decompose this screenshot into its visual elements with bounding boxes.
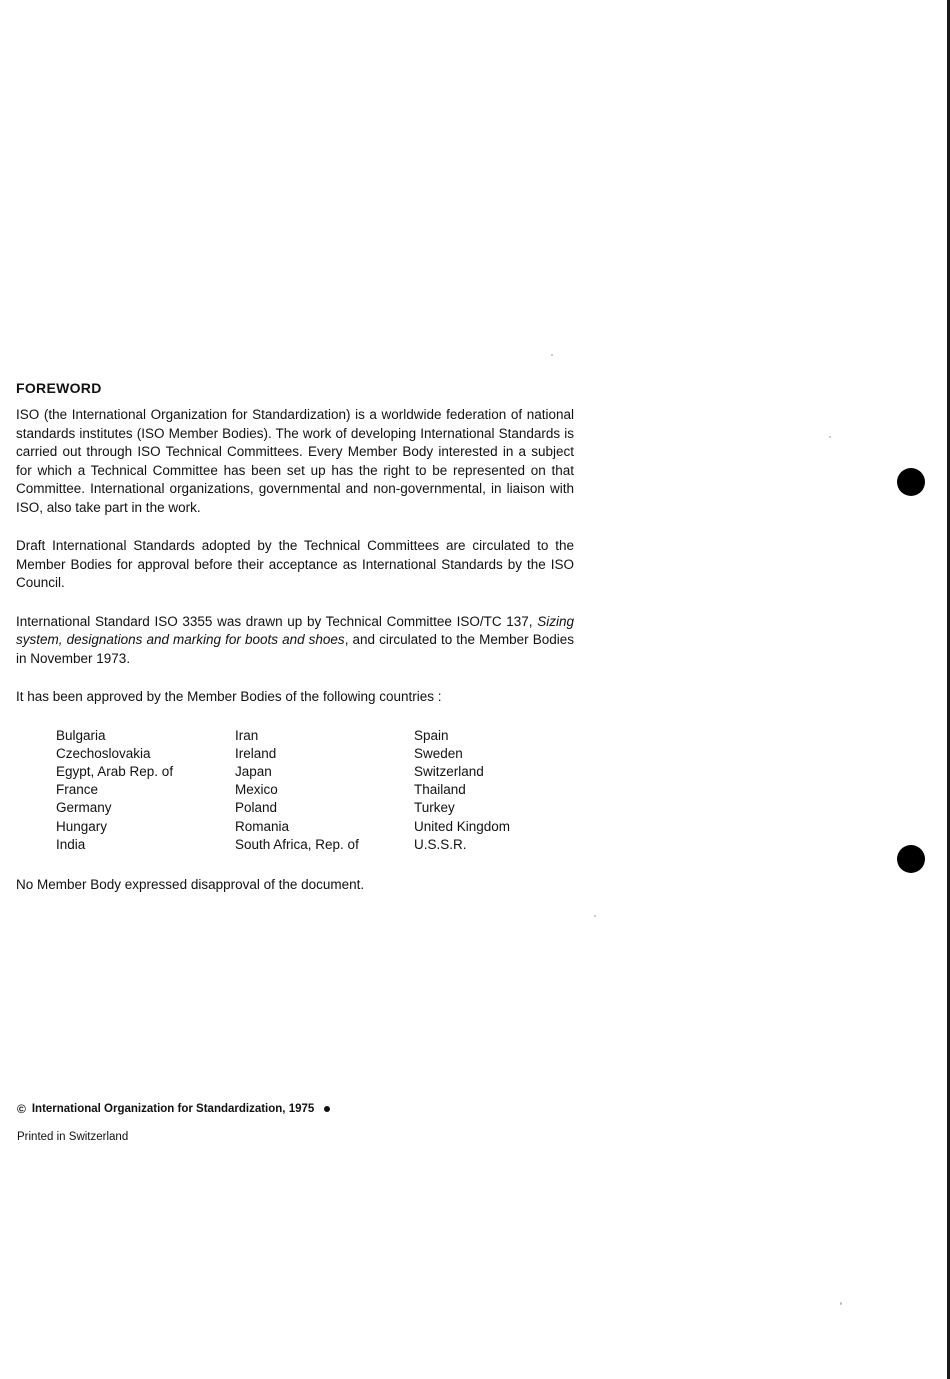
- country-list: [56, 727, 574, 854]
- footer: [17, 1102, 330, 1143]
- country-item: Thailand: [414, 782, 466, 798]
- country-item: United Kingdom: [414, 818, 511, 834]
- country-item: Ireland: [235, 745, 277, 761]
- country-item: Japan: [235, 763, 272, 779]
- country-item: France: [56, 782, 99, 798]
- printed-in-text: Printed in Switzerland: [17, 1131, 129, 1143]
- country-item: Turkey: [414, 800, 455, 816]
- scan-speck: [829, 436, 831, 438]
- country-column-3: [414, 727, 574, 854]
- country-item: Germany: [56, 800, 112, 816]
- country-item: India: [56, 836, 86, 852]
- copyright-icon: ©: [17, 1102, 26, 1116]
- scan-speck: [551, 354, 553, 356]
- paragraph-draft-standards: Draft International Standards adopted by the Technical Committees are circulated to the Member Bodies for approval before their acceptance as International Standards by the ISO Council.: [16, 538, 574, 590]
- bullet-icon: [324, 1106, 330, 1112]
- binder-hole-top: [897, 468, 925, 496]
- copyright-text: International Organization for Standardization, 1975: [31, 1103, 315, 1115]
- country-item: Poland: [235, 800, 278, 816]
- foreword-heading: FOREWORD: [16, 380, 102, 396]
- country-item: Mexico: [235, 782, 278, 798]
- paragraph-no-disapproval: No Member Body expressed disapproval of the document.: [16, 876, 365, 892]
- copyright-line: [17, 1102, 330, 1116]
- country-column-2: [235, 727, 414, 854]
- country-item: South Africa, Rep. of: [235, 836, 359, 852]
- foreword-section: [16, 380, 574, 914]
- country-column-1: [56, 727, 235, 854]
- country-item: Switzerland: [414, 763, 484, 779]
- country-item: Bulgaria: [56, 727, 106, 743]
- scan-speck: [594, 915, 596, 917]
- paragraph-iso-intro: ISO (the International Organization for Standardization) is a worldwide federation of national standards institutes (ISO Member Bodies). The work of developing International Standards is carried out through ISO Technical Committees. Every Member Body interested in a subject for which a Technical Committee has been set up has the right to be represented on that Committee. International organizations, governmental and non-governmental, in liaison with ISO, also take part in the work.: [16, 407, 574, 515]
- standard-title: Sizing system, designations and marking for boots and shoes: [16, 613, 574, 647]
- country-item: Iran: [235, 727, 259, 743]
- country-item: U.S.S.R.: [414, 836, 467, 852]
- country-item: Czechoslovakia: [56, 745, 151, 761]
- country-item: Egypt, Arab Rep. of: [56, 763, 174, 779]
- country-item: Hungary: [56, 818, 108, 834]
- binder-hole-bottom: [897, 845, 925, 873]
- paragraph-iso-3355-start: International Standard ISO 3355 was drawn up by Technical Committee ISO/TC 137,: [16, 613, 538, 629]
- scan-speck: [840, 1302, 842, 1305]
- country-item: Spain: [414, 727, 449, 743]
- paragraph-iso-3355-end: , and circulated to the Member Bodies in November 1973.: [16, 632, 574, 666]
- paragraph-iso-3355: [16, 613, 574, 669]
- paragraph-approval: It has been approved by the Member Bodies of the following countries :: [16, 689, 442, 704]
- country-item: Romania: [235, 818, 290, 834]
- country-item: Sweden: [414, 745, 463, 761]
